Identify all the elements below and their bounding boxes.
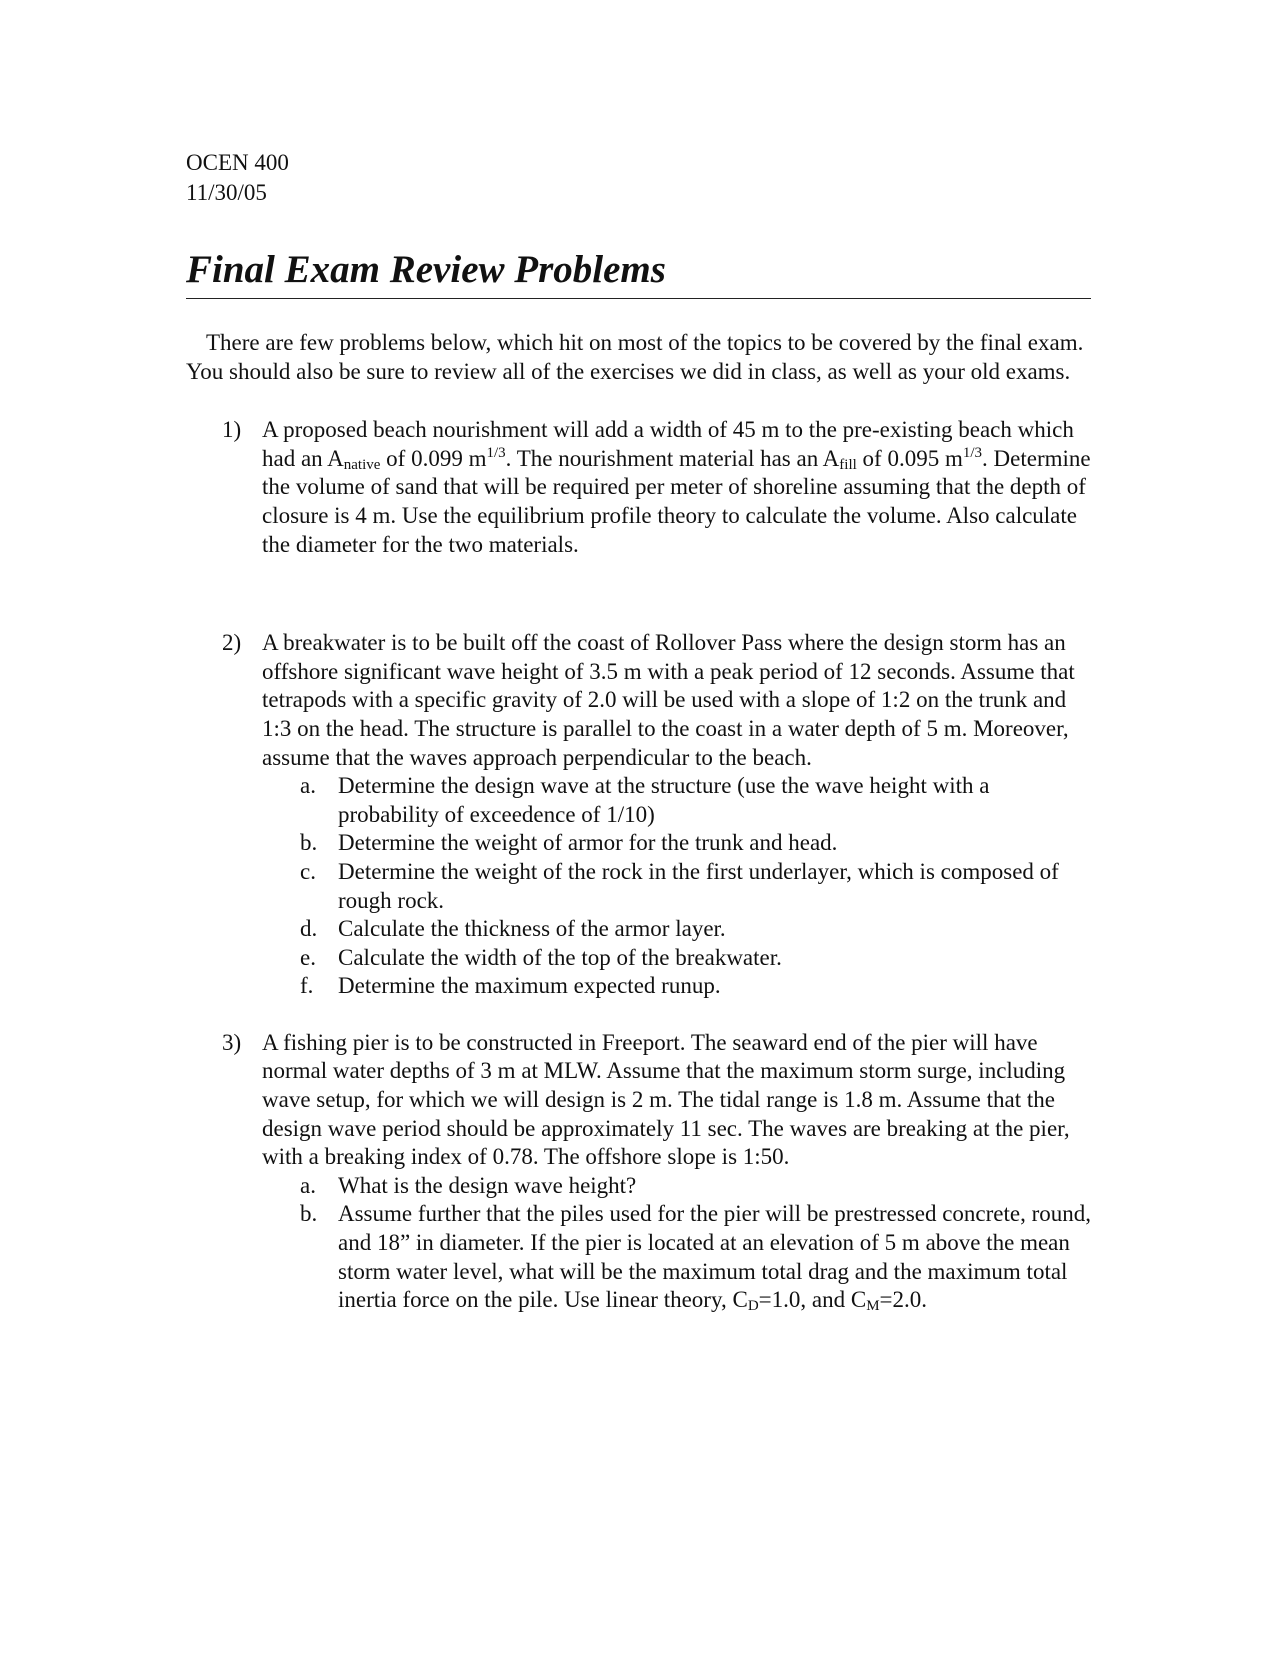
subpart-letter: a. — [300, 1172, 316, 1198]
page-title: Final Exam Review Problems — [186, 248, 1091, 299]
course-code: OCEN 400 — [186, 150, 289, 175]
subpart-text: Determine the maximum expected runup. — [338, 973, 721, 999]
subpart-text: Determine the design wave at the structure (use the wave height with a probability of exceedence of 1/10) — [338, 773, 990, 827]
problem-text: A proposed beach nourishment will add a width of 45 m to the pre-existing beach which had an $A_{native}$ of 0.099 $m^{1/3}$. The nourishment material has an $A_{fill}$ of 0.095 $m^{1/3}$. Determine the volume of sand that will be required per meter of shoreline assuming that the depth of closure is 4 m. Use the equilibrium profile theory to calculate the volume. Also calculate the diameter for the two materials. — [262, 417, 1091, 557]
problem-number: 2) — [222, 630, 242, 656]
problem-number: 3) — [222, 1029, 242, 1055]
subpart-text: Assume further that the piles used for the pier will be prestressed concrete, round, and 18” in diameter. If the pier is located at an elevation of 5 m above the mean storm water level, what will be the maximum total drag and the maximum total inertia force on the pile. Use linear theory, $C_D=1.0$, and $C_M=2.0$. — [338, 1201, 1092, 1315]
intro-paragraph: There are few problems below, which hit on most of the topics to be covered by the final exam. You should also be sure to review all of the exercises we did in class, as well as your old exams. — [186, 330, 1084, 384]
problem-2-subparts — [186, 772, 1091, 1001]
subpart-letter: b. — [300, 1201, 318, 1227]
problem-text: A fishing pier is to be constructed in Freeport. The seaward end of the pier will have normal water depths of 3 m at MLW. Assume that the maximum storm surge, including wave setup, for which we will design is 2 m. The tidal range is 1.8 m. Assume that the design wave period should be approximately 11 sec. The waves are breaking at the pier, with a breaking index of 0.78. The offshore slope is 1:50. — [262, 1029, 1070, 1170]
subpart-letter: f. — [300, 973, 314, 999]
subpart-item — [262, 915, 1091, 944]
problem-2 — [186, 629, 1091, 772]
subpart-item — [262, 772, 1091, 829]
subpart-text: Determine the weight of the rock in the first underlayer, which is composed of rough rock. — [338, 858, 1059, 913]
subpart-item — [262, 829, 1091, 858]
subpart-letter: e. — [300, 944, 316, 970]
problem-3 — [186, 1029, 1091, 1172]
subpart-letter: a. — [300, 773, 316, 799]
subpart-item — [262, 944, 1091, 973]
subpart-item — [262, 972, 1091, 1001]
problem-text: A breakwater is to be built off the coast of Rollover Pass where the design storm has an offshore significant wave height of 3.5 m with a peak period of 12 seconds. Assume that tetrapods with a specific gravity of 2.0 will be used with a slope of 1:2 on the trunk and 1:3 on the head. The structure is parallel to the coast in a water depth of 5 m. Moreover, assume that the waves approach perpendicular to the beach. — [262, 630, 1075, 770]
subpart-item — [262, 858, 1091, 915]
subpart-item — [262, 1172, 1091, 1201]
subpart-text: What is the design wave height? — [338, 1172, 637, 1198]
subpart-item — [262, 1200, 1091, 1314]
subpart-text: Calculate the width of the top of the breakwater. — [338, 944, 782, 970]
document-page — [186, 148, 1091, 1315]
problem-1 — [186, 416, 1091, 559]
subpart-letter: b. — [300, 830, 318, 856]
subpart-letter: d. — [300, 916, 318, 942]
subpart-text: Determine the weight of armor for the trunk and head. — [338, 830, 838, 856]
problem-3-subparts — [186, 1172, 1091, 1315]
subpart-letter: c. — [300, 858, 316, 884]
problem-number: 1) — [222, 417, 242, 443]
document-date: 11/30/05 — [186, 180, 267, 205]
subpart-text: Calculate the thickness of the armor layer. — [338, 916, 726, 942]
